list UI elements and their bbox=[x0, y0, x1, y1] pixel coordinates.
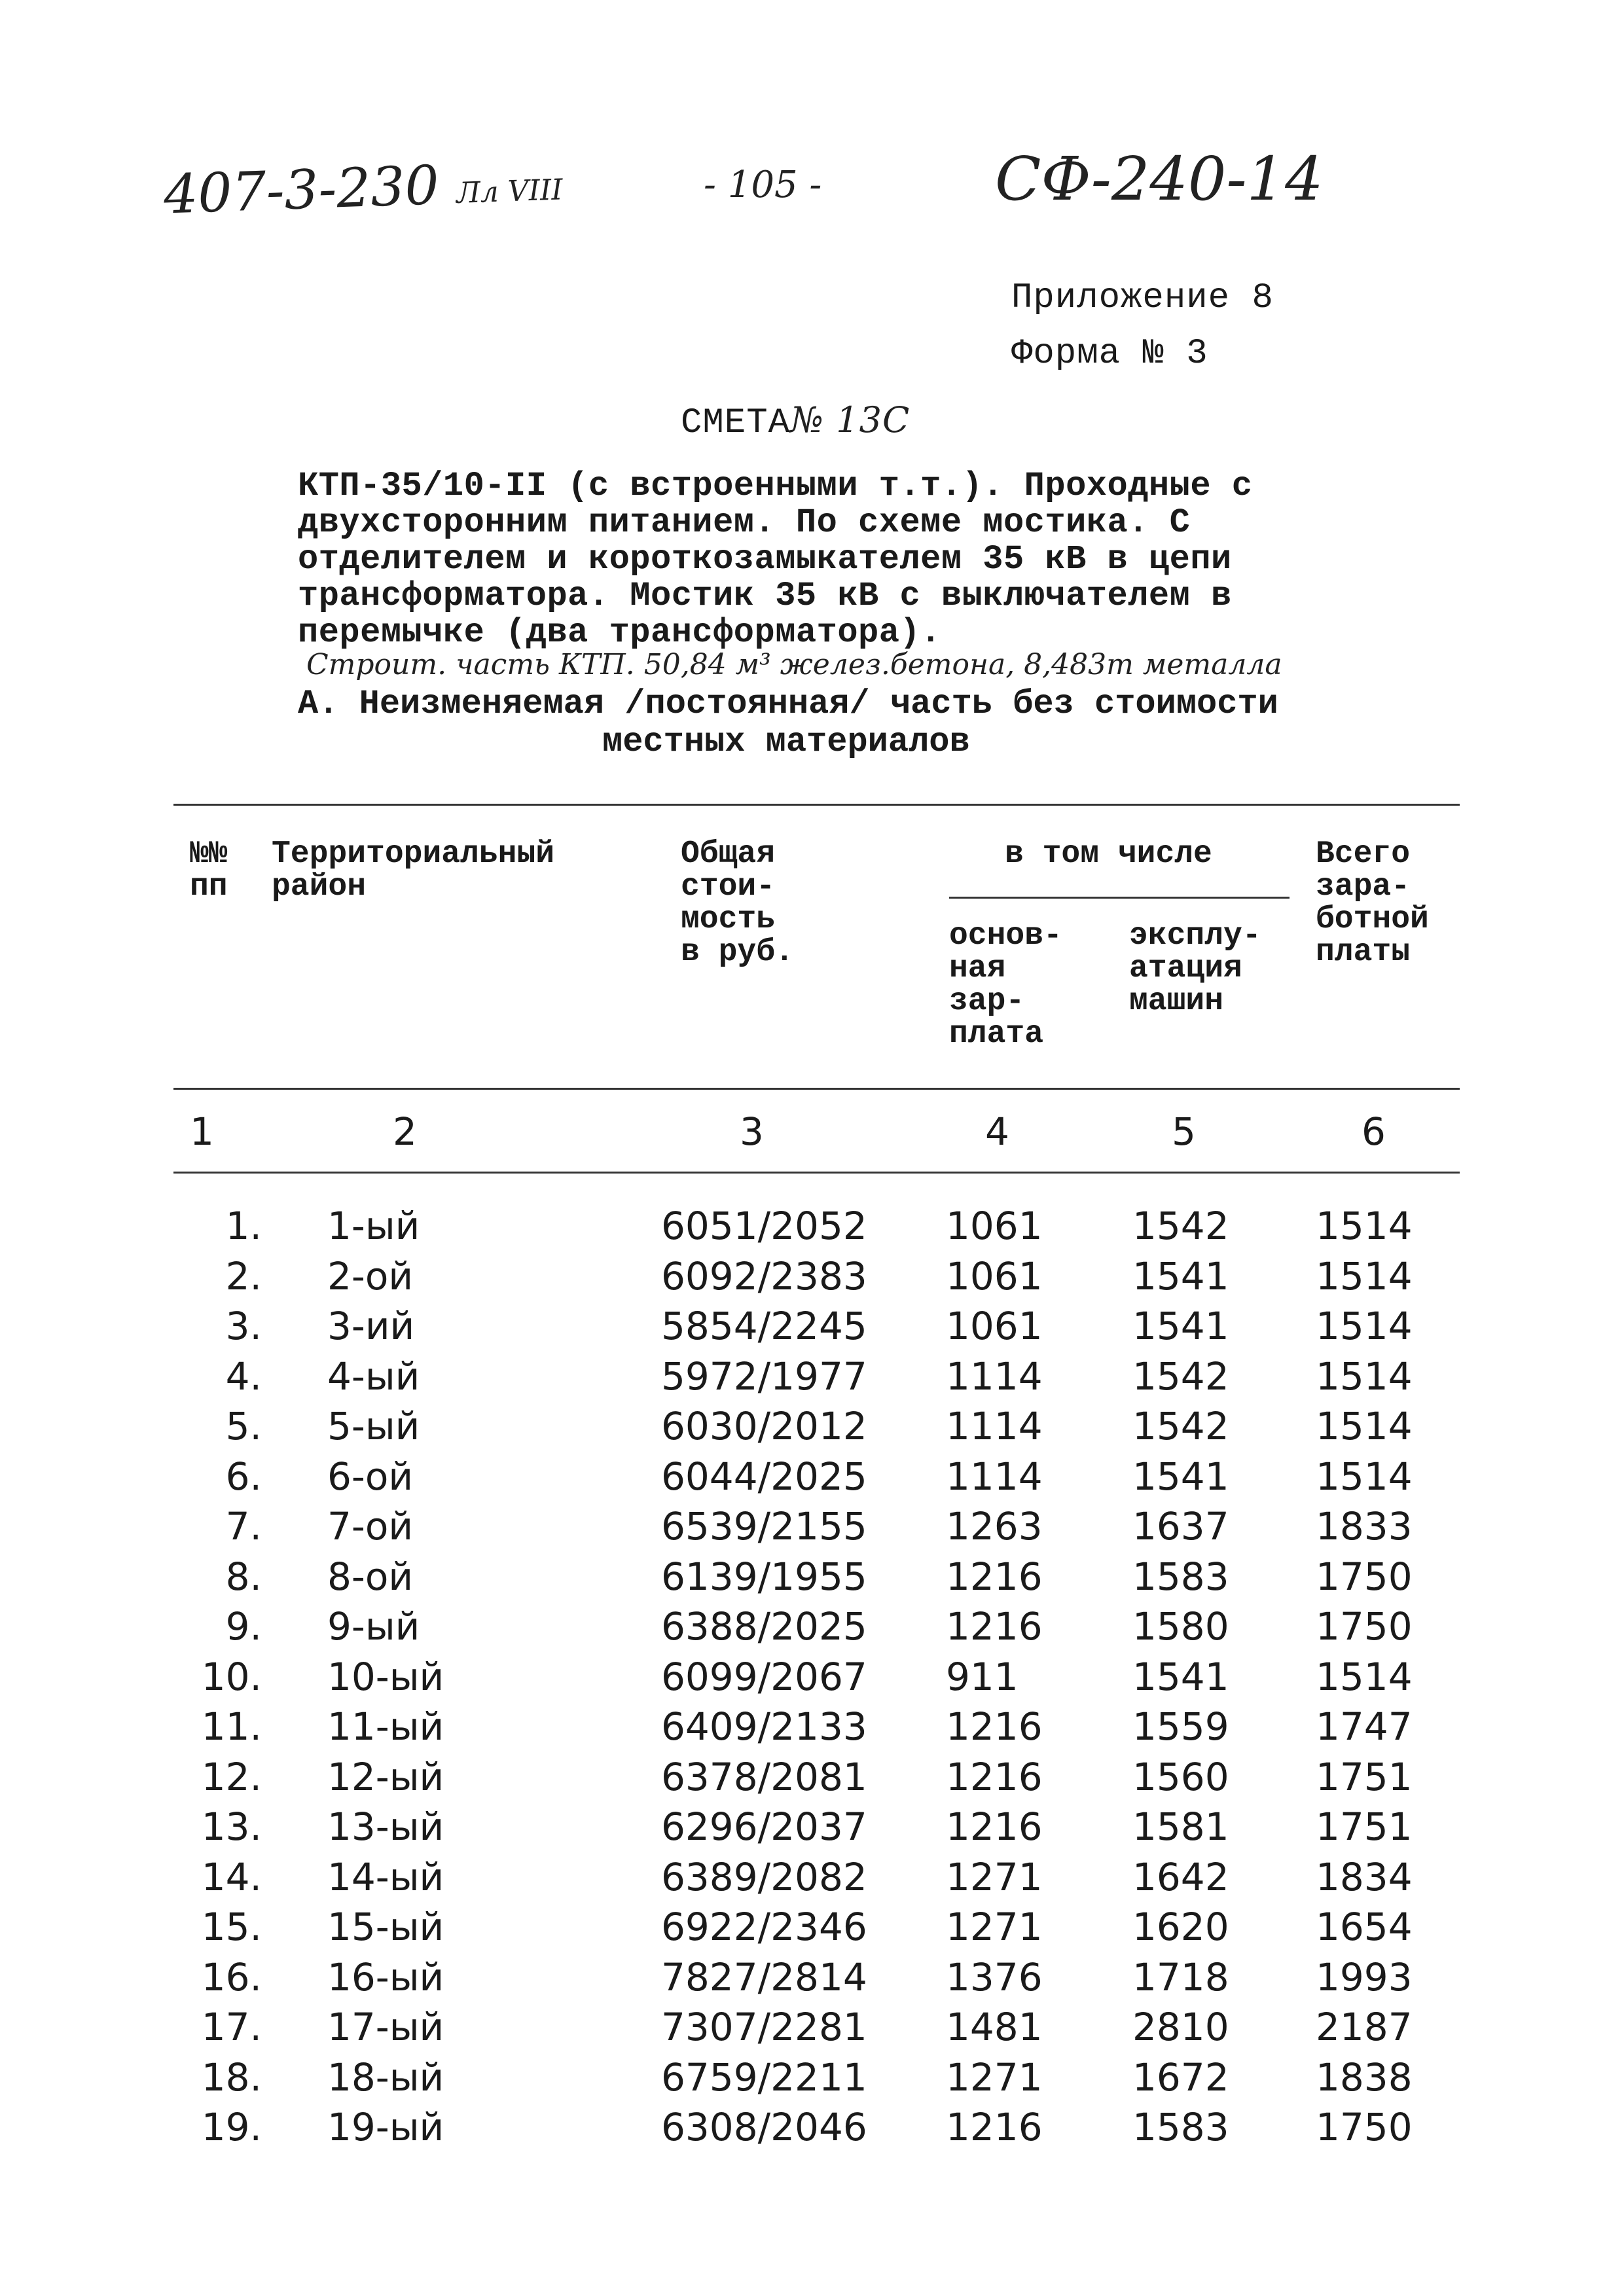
column-number-2: 2 bbox=[393, 1109, 417, 1154]
base-wage-cell: 1114 bbox=[946, 1404, 1043, 1448]
base-wage-cell: 1114 bbox=[946, 1354, 1043, 1399]
territorial-region-cell: 16-ый bbox=[327, 1954, 444, 2000]
table-row bbox=[0, 1752, 1624, 1802]
header-base-wage: основ- ная зар- плата bbox=[949, 918, 1062, 1052]
row-number-cell: 16. bbox=[201, 1954, 262, 2000]
territorial-region-cell: 17-ый bbox=[327, 2005, 444, 2049]
table-row bbox=[0, 1452, 1624, 1501]
row-number-cell: 2. bbox=[225, 1253, 262, 1299]
table-row bbox=[0, 2002, 1624, 2052]
territorial-region-cell: 1-ый bbox=[327, 1204, 420, 1248]
machine-operation-cell: 1580 bbox=[1132, 1604, 1229, 1649]
base-wage-cell: 1216 bbox=[946, 1704, 1043, 1749]
row-number-cell: 13. bbox=[201, 1804, 262, 1849]
territorial-region-cell: 2-ой bbox=[327, 1253, 414, 1299]
base-wage-cell: 1114 bbox=[946, 1454, 1043, 1499]
header-number: №№ пп bbox=[190, 836, 228, 905]
total-cost-cell: 6092/2383 bbox=[661, 1253, 867, 1299]
territorial-region-cell: 13-ый bbox=[327, 1804, 444, 1849]
territorial-region-cell: 19-ый bbox=[327, 2105, 444, 2149]
table-row bbox=[0, 1902, 1624, 1952]
territorial-region-cell: 3-ий bbox=[327, 1304, 415, 1348]
table-row bbox=[0, 1401, 1624, 1451]
total-cost-cell: 6308/2046 bbox=[661, 2105, 867, 2149]
territorial-region-cell: 11-ый bbox=[327, 1704, 444, 1749]
territorial-region-cell: 14-ый bbox=[327, 1854, 444, 1899]
territorial-region-cell: 12-ый bbox=[327, 1754, 444, 1799]
total-cost-cell: 6759/2211 bbox=[661, 2054, 867, 2100]
base-wage-cell: 1271 bbox=[946, 1854, 1043, 1899]
total-wage-cell: 1833 bbox=[1316, 1504, 1413, 1549]
total-cost-cell: 6030/2012 bbox=[661, 1404, 867, 1448]
table-top-rule bbox=[173, 804, 1460, 806]
document-code: 407-3-230 bbox=[162, 154, 441, 226]
total-wage-cell: 1838 bbox=[1316, 2054, 1413, 2100]
machine-operation-cell: 1583 bbox=[1132, 2105, 1229, 2149]
header-machine-operation: эксплу- атация машин bbox=[1129, 918, 1261, 1019]
territorial-region-cell: 7-ой bbox=[327, 1504, 414, 1549]
column-number-1: 1 bbox=[190, 1109, 214, 1154]
total-cost-cell: 6409/2133 bbox=[661, 1704, 867, 1749]
construction-note: Строит. часть КТП. 50,84 м³ желез.бетона, 8,483т металла bbox=[306, 648, 1282, 681]
total-wage-cell: 1751 bbox=[1316, 1804, 1413, 1849]
base-wage-cell: 1376 bbox=[946, 1954, 1043, 2000]
total-wage-cell: 1750 bbox=[1316, 2105, 1413, 2149]
total-cost-cell: 6099/2067 bbox=[661, 1654, 867, 1699]
total-cost-cell: 5972/1977 bbox=[661, 1354, 867, 1399]
machine-operation-cell: 1559 bbox=[1132, 1704, 1229, 1749]
machine-operation-cell: 1541 bbox=[1132, 1304, 1229, 1348]
document-code-right: СФ-240-14 bbox=[995, 144, 1324, 214]
total-wage-cell: 1751 bbox=[1316, 1754, 1413, 1799]
table-row bbox=[0, 1602, 1624, 1651]
row-number-cell: 3. bbox=[225, 1304, 262, 1348]
total-cost-cell: 6044/2025 bbox=[661, 1454, 867, 1499]
base-wage-cell: 1481 bbox=[946, 2005, 1043, 2049]
table-row bbox=[0, 1552, 1624, 1602]
territorial-region-cell: 18-ый bbox=[327, 2054, 444, 2100]
form-label: Форма № 3 bbox=[1011, 334, 1208, 374]
total-wage-cell: 1514 bbox=[1316, 1454, 1413, 1499]
total-wage-cell: 1747 bbox=[1316, 1704, 1413, 1749]
appendix-label: Приложение 8 bbox=[1011, 278, 1274, 318]
estimate-number: № 13С bbox=[790, 399, 911, 440]
header-including: в том числе bbox=[1005, 836, 1212, 872]
table-row bbox=[0, 1852, 1624, 1902]
total-cost-cell: 5854/2245 bbox=[661, 1304, 867, 1348]
base-wage-cell: 1263 bbox=[946, 1504, 1043, 1549]
machine-operation-cell: 1542 bbox=[1132, 1354, 1229, 1399]
table-row bbox=[0, 2102, 1624, 2152]
row-number-cell: 19. bbox=[201, 2105, 262, 2149]
total-wage-cell: 1514 bbox=[1316, 1304, 1413, 1348]
base-wage-cell: 1216 bbox=[946, 2105, 1043, 2149]
machine-operation-cell: 1541 bbox=[1132, 1253, 1229, 1299]
part-title: А. Неизменяемая /постоянная/ часть без стоимости bbox=[298, 685, 1278, 723]
row-number-cell: 15. bbox=[201, 1905, 262, 1949]
base-wage-cell: 1216 bbox=[946, 1754, 1043, 1799]
header-total-wage: Всего зара- ботной платы bbox=[1316, 836, 1429, 970]
machine-operation-cell: 1642 bbox=[1132, 1854, 1229, 1899]
machine-operation-cell: 1620 bbox=[1132, 1905, 1229, 1949]
total-cost-cell: 6139/1955 bbox=[661, 1554, 867, 1599]
column-number-rule bbox=[173, 1172, 1460, 1174]
column-number-5: 5 bbox=[1172, 1109, 1196, 1154]
total-wage-cell: 1654 bbox=[1316, 1905, 1413, 1949]
table-row bbox=[0, 1301, 1624, 1351]
territorial-region-cell: 9-ый bbox=[327, 1604, 420, 1649]
base-wage-cell: 1061 bbox=[946, 1304, 1043, 1348]
table-row bbox=[0, 1501, 1624, 1551]
base-wage-cell: 1061 bbox=[946, 1204, 1043, 1248]
territorial-region-cell: 8-ой bbox=[327, 1554, 414, 1599]
machine-operation-cell: 1581 bbox=[1132, 1804, 1229, 1849]
machine-operation-cell: 1583 bbox=[1132, 1554, 1229, 1599]
row-number-cell: 9. bbox=[225, 1604, 262, 1649]
row-number-cell: 10. bbox=[201, 1654, 262, 1699]
table-row bbox=[0, 1251, 1624, 1301]
base-wage-cell: 1216 bbox=[946, 1554, 1043, 1599]
part-subtitle: местных материалов bbox=[602, 723, 970, 761]
total-wage-cell: 2187 bbox=[1316, 2005, 1413, 2049]
base-wage-cell: 1216 bbox=[946, 1804, 1043, 1849]
total-cost-cell: 6378/2081 bbox=[661, 1754, 867, 1799]
machine-operation-cell: 1542 bbox=[1132, 1404, 1229, 1448]
total-cost-cell: 6296/2037 bbox=[661, 1804, 867, 1849]
estimate-title-text: СМЕТА bbox=[681, 403, 791, 443]
table-row bbox=[0, 2053, 1624, 2102]
machine-operation-cell: 1637 bbox=[1132, 1504, 1229, 1549]
row-number-cell: 14. bbox=[201, 1854, 262, 1899]
header-bottom-rule bbox=[173, 1088, 1460, 1090]
row-number-cell: 5. bbox=[225, 1404, 262, 1448]
including-rule bbox=[949, 897, 1290, 899]
total-cost-cell: 6922/2346 bbox=[661, 1905, 867, 1949]
total-wage-cell: 1514 bbox=[1316, 1204, 1413, 1248]
base-wage-cell: 1271 bbox=[946, 2054, 1043, 2100]
machine-operation-cell: 1672 bbox=[1132, 2054, 1229, 2100]
total-cost-cell: 6389/2082 bbox=[661, 1854, 867, 1899]
total-wage-cell: 1514 bbox=[1316, 1654, 1413, 1699]
territorial-region-cell: 15-ый bbox=[327, 1905, 444, 1949]
machine-operation-cell: 2810 bbox=[1132, 2005, 1229, 2049]
estimate-description: КТП-35/10-II (с встроенными т.т.). Проходные с двухсторонним питанием. По схеме мостика. С отделителем и короткозамыкателем 35 кВ в цепи трансформатора. Мостик 35 кВ с выключателем в перемычке (два трансформатора). bbox=[298, 467, 1253, 652]
table-row bbox=[0, 1952, 1624, 2002]
total-wage-cell: 1993 bbox=[1316, 1954, 1413, 2000]
machine-operation-cell: 1541 bbox=[1132, 1654, 1229, 1699]
total-wage-cell: 1750 bbox=[1316, 1604, 1413, 1649]
header-total-cost: Общая стои- мость в руб. bbox=[681, 836, 794, 970]
machine-operation-cell: 1718 bbox=[1132, 1954, 1229, 2000]
total-wage-cell: 1834 bbox=[1316, 1854, 1413, 1899]
row-number-cell: 17. bbox=[201, 2005, 262, 2049]
table-row bbox=[0, 1702, 1624, 1751]
document-code-left bbox=[163, 150, 564, 226]
territorial-region-cell: 6-ой bbox=[327, 1454, 414, 1499]
table-row bbox=[0, 1201, 1624, 1251]
row-number-cell: 6. bbox=[225, 1454, 262, 1499]
header-region: Территориальный район bbox=[272, 836, 555, 905]
base-wage-cell: 1216 bbox=[946, 1604, 1043, 1649]
territorial-region-cell: 4-ый bbox=[327, 1354, 420, 1399]
base-wage-cell: 911 bbox=[946, 1654, 1019, 1699]
total-cost-cell: 6539/2155 bbox=[661, 1504, 867, 1549]
row-number-cell: 8. bbox=[225, 1554, 262, 1599]
row-number-cell: 12. bbox=[201, 1754, 262, 1799]
total-wage-cell: 1750 bbox=[1316, 1554, 1413, 1599]
estimate-title bbox=[681, 399, 910, 443]
row-number-cell: 1. bbox=[225, 1204, 262, 1248]
base-wage-cell: 1061 bbox=[946, 1253, 1043, 1299]
total-wage-cell: 1514 bbox=[1316, 1354, 1413, 1399]
total-cost-cell: 7307/2281 bbox=[661, 2005, 867, 2049]
territorial-region-cell: 10-ый bbox=[327, 1654, 444, 1699]
row-number-cell: 7. bbox=[225, 1504, 262, 1549]
row-number-cell: 11. bbox=[201, 1704, 262, 1749]
table-row bbox=[0, 1802, 1624, 1852]
table-row bbox=[0, 1652, 1624, 1702]
territorial-region-cell: 5-ый bbox=[327, 1404, 420, 1448]
total-cost-cell: 6051/2052 bbox=[661, 1204, 867, 1248]
page-number: - 105 - bbox=[704, 164, 822, 206]
machine-operation-cell: 1542 bbox=[1132, 1204, 1229, 1248]
total-wage-cell: 1514 bbox=[1316, 1404, 1413, 1448]
base-wage-cell: 1271 bbox=[946, 1905, 1043, 1949]
total-cost-cell: 7827/2814 bbox=[661, 1954, 867, 2000]
machine-operation-cell: 1541 bbox=[1132, 1454, 1229, 1499]
row-number-cell: 18. bbox=[201, 2054, 262, 2100]
row-number-cell: 4. bbox=[225, 1354, 262, 1399]
table-row bbox=[0, 1352, 1624, 1401]
sheet-mark: Лл VIII bbox=[456, 173, 564, 211]
total-wage-cell: 1514 bbox=[1316, 1253, 1413, 1299]
total-cost-cell: 6388/2025 bbox=[661, 1604, 867, 1649]
column-number-3: 3 bbox=[740, 1109, 764, 1154]
column-number-4: 4 bbox=[985, 1109, 1009, 1154]
column-number-6: 6 bbox=[1362, 1109, 1386, 1154]
machine-operation-cell: 1560 bbox=[1132, 1754, 1229, 1799]
